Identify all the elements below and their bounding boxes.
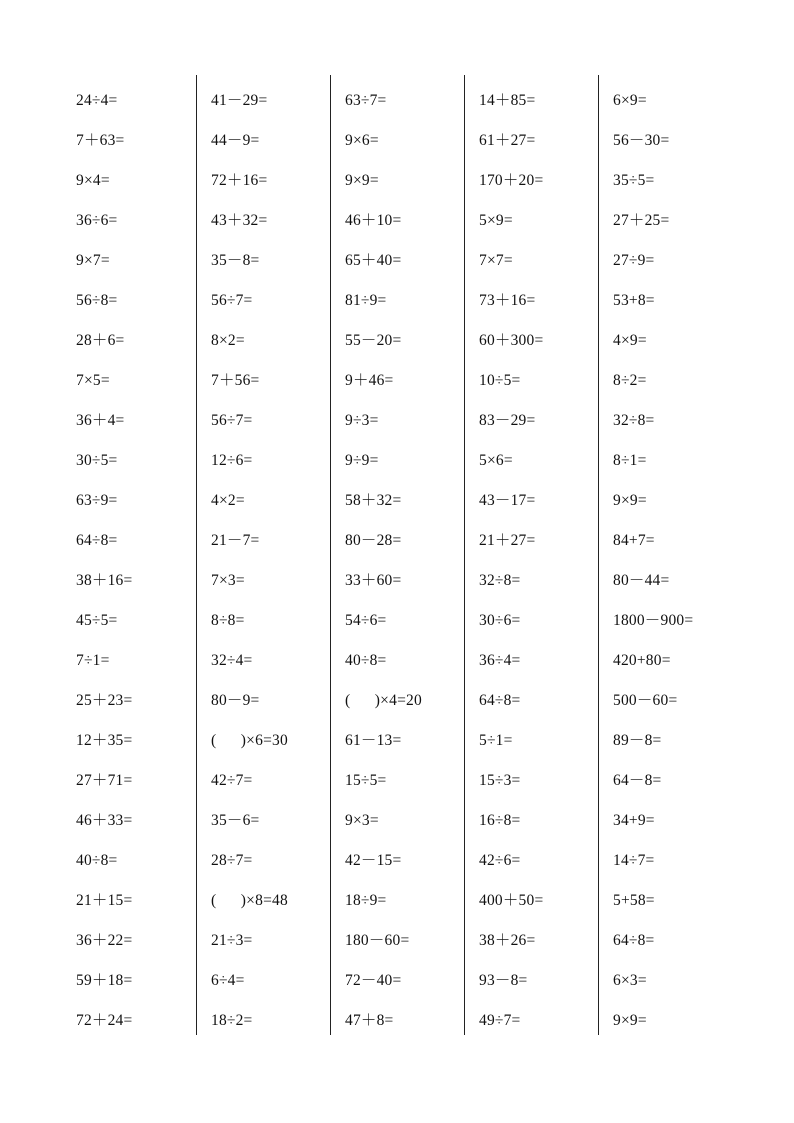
problem-item: 56－30= (613, 132, 670, 149)
problem-item: 65＋40= (345, 252, 402, 269)
problem-column-4 (464, 75, 598, 1035)
problem-item: 43＋32= (211, 212, 268, 229)
problem-item: 27÷9= (613, 252, 655, 269)
problem-item: 28÷7= (211, 852, 253, 869)
problem-item: 34+9= (613, 812, 655, 829)
problem-item: 9×6= (345, 132, 379, 149)
problem-item: 8÷2= (613, 372, 647, 389)
problem-item: 8÷8= (211, 612, 245, 629)
problem-item: 12＋35= (76, 732, 133, 749)
problem-item: 10÷5= (479, 372, 521, 389)
problem-item: 27＋71= (76, 772, 133, 789)
problem-column-5 (598, 75, 732, 1035)
problem-item: 56÷7= (211, 292, 253, 309)
problem-item: 45÷5= (76, 612, 118, 629)
problem-item: 64÷8= (76, 532, 118, 549)
problem-item: 46＋10= (345, 212, 402, 229)
problem-item: 9×3= (345, 812, 379, 829)
problem-item: 42÷6= (479, 852, 521, 869)
problem-item: 43－17= (479, 492, 536, 509)
problem-item: 9＋46= (345, 372, 394, 389)
problem-item: 56÷8= (76, 292, 118, 309)
problem-item: 64－8= (613, 772, 662, 789)
problem-item: 44－9= (211, 132, 260, 149)
problem-item: 7＋63= (76, 132, 125, 149)
problem-item: 38＋26= (479, 932, 536, 949)
problem-item: 21÷3= (211, 932, 253, 949)
problem-item: 5÷1= (479, 732, 513, 749)
problem-item: ( )×4=20 (345, 692, 422, 709)
problem-item: 81÷9= (345, 292, 387, 309)
problem-item: 28＋6= (76, 332, 125, 349)
problem-item: 80－28= (345, 532, 402, 549)
problem-item: 42－15= (345, 852, 402, 869)
problem-item: 6×3= (613, 972, 647, 989)
problem-item: 24÷4= (76, 92, 118, 109)
problem-item: 36÷6= (76, 212, 118, 229)
problem-item: 18÷9= (345, 892, 387, 909)
problem-item: 30÷6= (479, 612, 521, 629)
problem-item: 63÷7= (345, 92, 387, 109)
problem-item: 500－60= (613, 692, 678, 709)
problem-item: 4×2= (211, 492, 245, 509)
problem-item: 38＋16= (76, 572, 133, 589)
problem-item: 5×6= (479, 452, 513, 469)
problem-item: 9÷9= (345, 452, 379, 469)
problem-item: 36÷4= (479, 652, 521, 669)
problem-item: 16÷8= (479, 812, 521, 829)
problem-item: 9×4= (76, 172, 110, 189)
problem-item: 6×9= (613, 92, 647, 109)
problem-item: 6÷4= (211, 972, 245, 989)
problem-item: 400＋50= (479, 892, 544, 909)
problem-item: 12÷6= (211, 452, 253, 469)
problem-item: 14＋85= (479, 92, 536, 109)
problem-item: 56÷7= (211, 412, 253, 429)
problem-item: 53+8= (613, 292, 655, 309)
problem-item: 61－13= (345, 732, 402, 749)
problem-item: 59＋18= (76, 972, 133, 989)
problem-item: 64÷8= (479, 692, 521, 709)
problem-item: 21－7= (211, 532, 260, 549)
problem-item: 30÷5= (76, 452, 118, 469)
problem-item: 40÷8= (76, 852, 118, 869)
problem-item: 35÷5= (613, 172, 655, 189)
problem-item: 1800－900= (613, 612, 694, 629)
problem-item: 32÷4= (211, 652, 253, 669)
problem-item: 7＋56= (211, 372, 260, 389)
problem-item: 35－8= (211, 252, 260, 269)
problem-item: 72－40= (345, 972, 402, 989)
problem-item: 64÷8= (613, 932, 655, 949)
problem-item: 180－60= (345, 932, 410, 949)
problem-item: 61＋27= (479, 132, 536, 149)
problem-item: ( )×6=30 (211, 732, 288, 749)
problem-item: 8×2= (211, 332, 245, 349)
problem-item: 15÷3= (479, 772, 521, 789)
problem-item: 9÷3= (345, 412, 379, 429)
problem-item: 73＋16= (479, 292, 536, 309)
problem-item: 40÷8= (345, 652, 387, 669)
problem-item: 4×9= (613, 332, 647, 349)
problem-item: 93－8= (479, 972, 528, 989)
problem-item: 21＋27= (479, 532, 536, 549)
problem-item: 9×9= (613, 492, 647, 509)
problem-item: 14÷7= (613, 852, 655, 869)
problem-item: 5×9= (479, 212, 513, 229)
problem-item: 80－9= (211, 692, 260, 709)
problem-item: 89－8= (613, 732, 662, 749)
problem-item: 15÷5= (345, 772, 387, 789)
problem-item: 36＋4= (76, 412, 125, 429)
problem-item: 60＋300= (479, 332, 544, 349)
problem-item: 41－29= (211, 92, 268, 109)
problem-item: 80－44= (613, 572, 670, 589)
problem-item: 42÷7= (211, 772, 253, 789)
problem-item: 25＋23= (76, 692, 133, 709)
problem-item: 420+80= (613, 652, 671, 669)
problem-column-2 (196, 75, 330, 1035)
problem-item: 7÷1= (76, 652, 110, 669)
problem-item: 49÷7= (479, 1012, 521, 1029)
problem-item: 170＋20= (479, 172, 544, 189)
problem-item: 8÷1= (613, 452, 647, 469)
problem-item: 84+7= (613, 532, 655, 549)
problem-item: 21＋15= (76, 892, 133, 909)
problem-item: 7×5= (76, 372, 110, 389)
problem-item: 27＋25= (613, 212, 670, 229)
problem-item: 35－6= (211, 812, 260, 829)
problem-item: 9×9= (613, 1012, 647, 1029)
problem-item: 7×3= (211, 572, 245, 589)
problem-item: 72＋16= (211, 172, 268, 189)
problem-column-1 (62, 75, 196, 1035)
problem-item: 9×7= (76, 252, 110, 269)
problem-item: 72＋24= (76, 1012, 133, 1029)
problem-item: 46＋33= (76, 812, 133, 829)
problem-item: 54÷6= (345, 612, 387, 629)
problem-item: 47＋8= (345, 1012, 394, 1029)
problem-item: 5+58= (613, 892, 655, 909)
problem-item: 55－20= (345, 332, 402, 349)
problem-item: 7×7= (479, 252, 513, 269)
problem-item: 32÷8= (479, 572, 521, 589)
problem-item: 83－29= (479, 412, 536, 429)
problem-item: ( )×8=48 (211, 892, 288, 909)
problem-item: 9×9= (345, 172, 379, 189)
problem-item: 33＋60= (345, 572, 402, 589)
problem-item: 58＋32= (345, 492, 402, 509)
problem-column-3 (330, 75, 464, 1035)
problem-item: 18÷2= (211, 1012, 253, 1029)
problem-item: 36＋22= (76, 932, 133, 949)
problem-item: 63÷9= (76, 492, 118, 509)
problem-item: 32÷8= (613, 412, 655, 429)
